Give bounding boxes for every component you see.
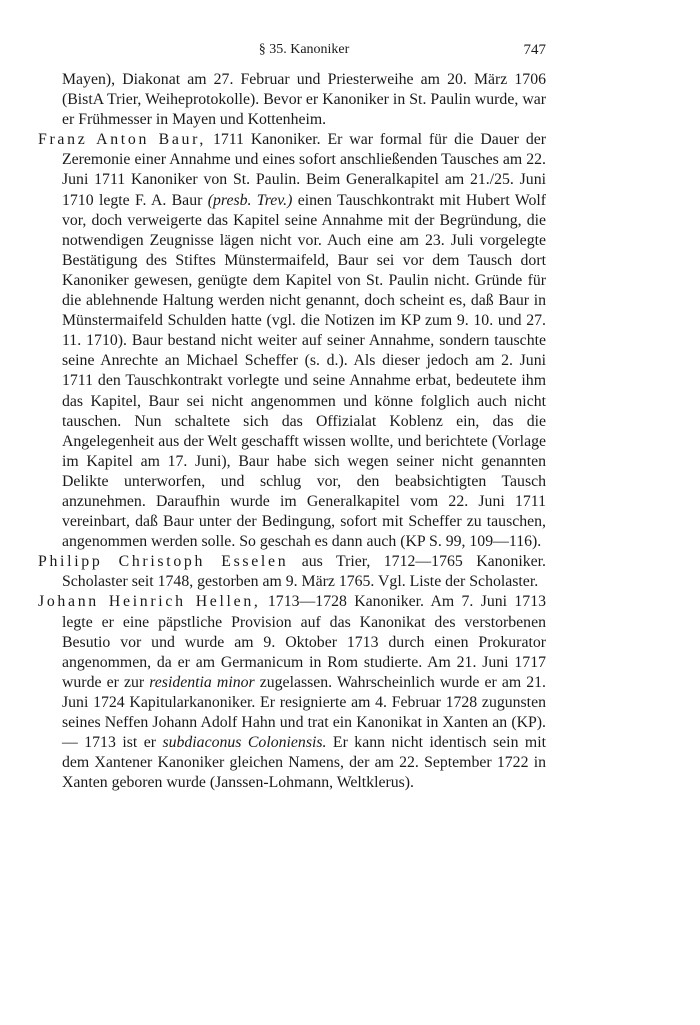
running-head [62,42,546,64]
entry-text: Er kann nicht identisch sein mit dem Xantener Kanoniker gleichen Namens, der am 22. September 1722 in Xanten geboren wurde (Janssen-Lohmann, Weltklerus). [62,734,546,792]
continuation-paragraph: Mayen), Diakonat am 27. Februar und Priesterweihe am 20. März 1706 (BistA Trier, Weiheprotokolle). Bevor er Kanoniker in St. Paulin wurde, war er Frühmesser in Mayen und Kottenheim. [62,71,546,129]
entry-name: Franz Anton Baur, [38,131,207,149]
section-title: § 35. Kanoniker [258,42,350,57]
entry-text: 1713—1728 Kanoniker. Am 7. Juni 1713 legte er eine päpstliche Provision auf das Kanonikat des verstorbenen Besutio vor und wurde am 9. Oktober 1713 durch einen Prokurator angenommen, da er am Germanicum in Rom studierte. Am 21. Juni 1717 wurde er zur [62,593,546,691]
body-text [38,70,546,793]
entry-italic: residentia minor [149,673,255,691]
entry-text: zugelassen. Wahrscheinlich wurde er am 21. Juni 1724 Kapitularkanoniker. Er resignierte am 4. Februar 1728 zugunsten seines Neffen Johann Adolf Hahn und trat ein Kanonikat in Xanten an (KP). — 1713 ist er [62,673,546,752]
entry-italic: subdiaconus Coloniensis. [162,734,327,752]
entry-hellen [38,592,546,793]
entry-name: Philipp Christoph Esselen [38,553,289,571]
page-number: 747 [523,42,546,58]
entry-text: aus Trier, 1712—1765 Kanoniker. Scholaster seit 1748, gestorben am 9. März 1765. Vgl. Liste der Scholaster. [62,553,546,591]
entry-text: einen Tauschkontrakt mit Hubert Wolf vor, doch verweigerte das Kapitel seine Annahme mit der Begründung, die notwendigen Zeugnisse lägen nicht vor. Auch eine am 23. Juli vorgelegte Bestätigung des Stiftes Münstermaifeld, Baur sei vor dem Tausch dort Kanoniker gewesen, genügte dem Kapitel von St. Paulin nicht. Gründe für die ablehnende Haltung werden nicht genannt, doch scheint es, daß Baur in Münstermaifeld Schulden hatte (vgl. die Notizen im KP zum 9. 10. und 27. 11. 1710). Baur bestand nicht weiter auf seiner Annahme, sondern tauschte seine Anrechte an Michael Scheffer (s. d.). Als dieser jedoch am 2. Juni 1711 den Tauschkontrakt vorlegte und seine Annahme erbat, bedeutete ihm das Kapitel, Baur sei nicht angenommen und könne folglich auch nicht tauschen. Nun schaltete sich das Offizialat Koblenz ein, das die Angelegenheit aus der Welt geschafft wissen wollte, und berichtete (Vorlage im Kapitel am 17. Juni), Baur habe sich wegen seiner nicht genannten Delikte unterworfen, und schlug vor, den beabsichtigten Tausch anzunehmen. Daraufhin wurde im Generalkapitel vom 22. Juni 1711 vereinbart, daß Baur unter der Bedingung, sofort mit Scheffer zu tauschen, angenommen werden solle. So geschah es dann auch (KP S. 99, 109—116). [62,191,547,551]
entry-italic: (presb. Trev.) [207,191,293,209]
entry-esselen [38,552,546,592]
entry-name: Johann Heinrich Hellen, [38,593,261,611]
entry-baur [38,130,546,552]
entry-text: 1711 Kanoniker. Er war formal für die Dauer der Zeremonie einer Annahme und eines sofort anschließenden Tausches am 22. Juni 1711 Kanoniker von St. Paulin. Beim Generalkapitel am 21./25. Juni 1710 legte F. A. Baur [62,131,547,209]
